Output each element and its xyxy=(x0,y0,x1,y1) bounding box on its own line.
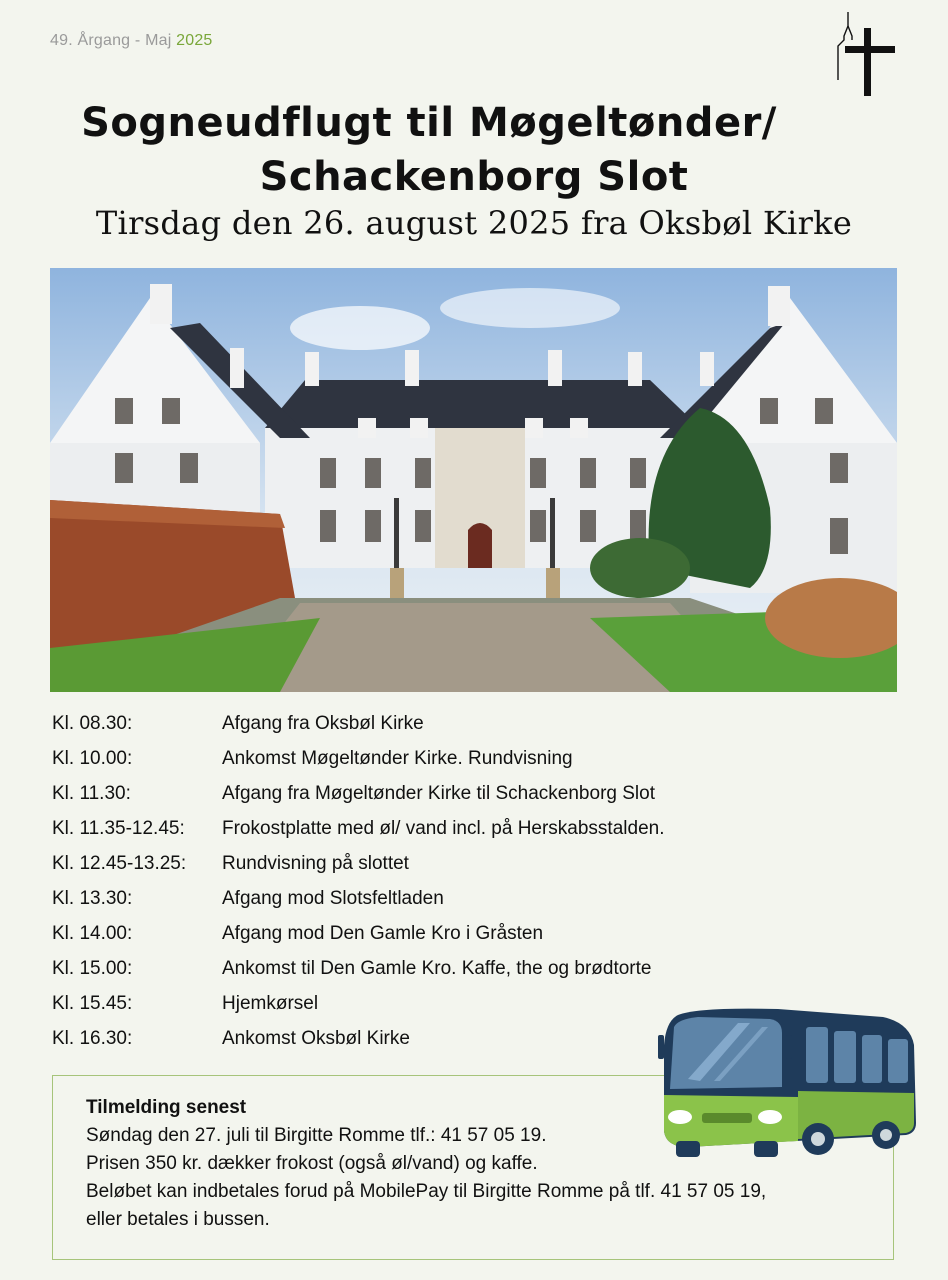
schedule-time: Kl. 11.35-12.45: xyxy=(52,818,185,839)
schedule-row xyxy=(52,848,912,883)
schedule-event: Rundvisning på slottet xyxy=(222,853,409,874)
subtitle: Tirsdag den 26. august 2025 fra Oksbøl Kirke xyxy=(95,204,853,242)
schedule-time: Kl. 16.30: xyxy=(52,1028,133,1049)
castle-photo xyxy=(50,268,897,692)
schedule-row xyxy=(52,883,912,918)
schedule-event: Frokostplatte med øl/ vand incl. på Herskabsstalden. xyxy=(222,818,665,839)
schedule-row xyxy=(52,743,912,778)
signup-line: Søndag den 27. juli til Birgitte Romme tlf.: 41 57 05 19. xyxy=(86,1125,547,1146)
schedule-event: Afgang fra Oksbøl Kirke xyxy=(222,713,424,734)
schedule-event: Afgang fra Møgeltønder Kirke til Schackenborg Slot xyxy=(222,783,655,804)
schedule-time: Kl. 10.00: xyxy=(52,748,133,769)
title-line-1: Sogneudflugt til Møgeltønder/ xyxy=(81,100,777,146)
schedule-event: Ankomst til Den Gamle Kro. Kaffe, the og brødtorte xyxy=(222,958,652,979)
schedule-row xyxy=(52,708,912,743)
signup-line: Beløbet kan indbetales forud på MobilePay til Birgitte Romme på tlf. 41 57 05 19, xyxy=(86,1181,767,1202)
schedule-event: Hjemkørsel xyxy=(222,993,319,1014)
schedule-time: Kl. 15.00: xyxy=(52,958,133,979)
schedule-row xyxy=(52,778,912,813)
schedule-event: Afgang mod Den Gamle Kro i Gråsten xyxy=(222,923,544,944)
schedule-time: Kl. 11.30: xyxy=(52,783,131,804)
signup-line: Prisen 350 kr. dækker frokost (også øl/vand) og kaffe. xyxy=(86,1153,538,1174)
title-line-2: Schackenborg Slot xyxy=(259,154,689,200)
signup-line: eller betales i bussen. xyxy=(86,1209,270,1230)
schedule-time: Kl. 08.30: xyxy=(52,713,133,734)
schedule-time: Kl. 13.30: xyxy=(52,888,133,909)
schedule-time: Kl. 12.45-13.25: xyxy=(52,853,187,874)
issue-year: 2025 xyxy=(176,32,213,49)
schedule-row xyxy=(52,813,912,848)
church-cross-icon xyxy=(834,10,900,100)
page-title xyxy=(0,96,948,204)
schedule-event: Ankomst Møgeltønder Kirke. Rundvisning xyxy=(222,748,573,769)
schedule-row xyxy=(52,953,912,988)
schedule-time: Kl. 14.00: xyxy=(52,923,133,944)
issue-label: 49. Årgang - Maj xyxy=(50,32,172,49)
bus-icon xyxy=(658,1005,920,1165)
schedule-event: Afgang mod Slotsfeltladen xyxy=(222,888,444,909)
signup-heading: Tilmelding senest xyxy=(86,1097,247,1118)
schedule-event: Ankomst Oksbøl Kirke xyxy=(222,1028,410,1049)
schedule-row xyxy=(52,918,912,953)
issue-line xyxy=(50,32,213,50)
schedule-time: Kl. 15.45: xyxy=(52,993,133,1014)
